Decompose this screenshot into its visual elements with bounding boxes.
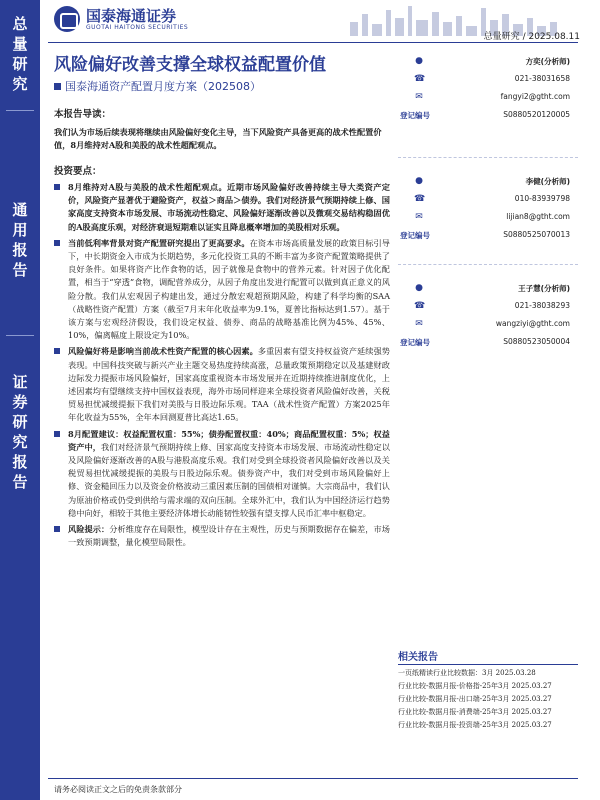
analyst-name: 方奕(分析师) bbox=[525, 57, 570, 66]
sidebar-label-total: 总 量 研 究 bbox=[12, 15, 28, 93]
key-point: 8月配置建议：权益配置权重：55%；债券配置权重：40%；商品配置权重：5%；权益资产中，我们对经济景气预期持续上修、国家高度支持资本市场发展、市场流动性稳定以及风险偏好逐渐改善的A股与港股高度乐观。我们对受到全球投资者风险偏好改善以及关税贸易担忧减缓提振的美股与日股边际乐观。债券资产中，我们对受到市场风险偏好上修、资金糙回压力以及资金价格波动三重因素压制的国债相对谨慎。大宗商品中，我们认为原油价格或仍受到供给与需求端的双向压制。全球外汇中，我们认为中国经济运行趋势稳中向好，相较于其他主要经济体增长动能韧性较强有望支撑人民币汇率中枢稳定。 bbox=[54, 428, 390, 520]
related-report-link[interactable]: 行业比较-数据月报-消费端-25年3月 2025.03.27 bbox=[398, 708, 552, 716]
key-point: 8月维持对A股与美股的战术性超配观点。近期市场风险偏好改善持续主导大类资产定价，风险资产显著优于避险资产，权益＞商品＞债券。我们对经济景气预期持续上修、国家高度支持资本市场发展、市场流动性稳定、风险偏好逐渐改善以及微观交易结构稳固优的A股高度乐观，对经济衰退短期难以证实且降息概率增加的美股相对乐观。 bbox=[54, 181, 390, 234]
cert-label: 登记编号 bbox=[400, 231, 430, 240]
sidebar-divider bbox=[6, 335, 34, 336]
related-reports-heading: 相关报告 bbox=[398, 652, 438, 663]
person-icon: ● bbox=[415, 176, 423, 186]
key-point: 当前低利率背景对资产配置研究提出了更高要求。在资本市场高质量发展的政策目标引导下，中长期资金入市成为长期趋势，多元化投资工具的不断丰富为多资产配置策略提供了良好条件。如果将资产比作食物的话，因子就像是食物中的营养元素。针对因子优化配置，相当于“穿透”食物，调配营养成分，从因子角度出发进行配置可以做到真正意义的风险分散。我们从宏观因子构建出发，通过分散宏观超预期风险，构建了科学均衡的SAA（战略性资产配置）方案（截至7月末年化收益率为9.1%，夏普比指标达到1.57）。基于该方案与宏观经济假设，我们设定权益、债券、商品的战略基准比例为45%、45%、10%，偏离幅度上限设定为10%。 bbox=[54, 237, 390, 343]
points-heading: 投资要点： bbox=[54, 166, 102, 177]
left-sidebar bbox=[0, 0, 40, 800]
square-bullet-icon bbox=[54, 431, 60, 437]
header-divider bbox=[48, 42, 578, 43]
header-meta: 总量研究 / 2025.08.11 bbox=[483, 32, 580, 42]
square-bullet-icon bbox=[54, 526, 60, 532]
analyst-phone: 021-38038293 bbox=[514, 301, 570, 310]
phone-icon: ☎ bbox=[414, 301, 426, 311]
analyst-email[interactable]: wangziyi@gtht.com bbox=[495, 319, 570, 328]
footer-disclaimer: 请务必阅读正文之后的免责条款部分 bbox=[54, 785, 182, 794]
page-header bbox=[40, 0, 600, 42]
report-date: 2025.08.11 bbox=[528, 32, 580, 42]
square-bullet-icon bbox=[54, 184, 60, 190]
related-report-link[interactable]: 行业比较-数据月报-出口端-25年3月 2025.03.27 bbox=[398, 695, 552, 703]
sidebar-divider bbox=[6, 110, 34, 111]
related-report-link[interactable]: 一页纸精读行业比较数据：3月 2025.03.28 bbox=[398, 669, 536, 677]
brand-name: 国泰海通证券 bbox=[86, 7, 177, 25]
page-title: 风险偏好改善支撑全球权益配置价值 bbox=[54, 55, 326, 75]
analyst-email[interactable]: lijian8@gtht.com bbox=[506, 212, 570, 221]
report-category: 总量研究 bbox=[483, 32, 520, 42]
related-reports-list bbox=[398, 668, 578, 733]
footer-divider bbox=[48, 778, 578, 779]
square-bullet-icon bbox=[54, 240, 60, 246]
related-report-link[interactable]: 行业比较-数据月报-投资端-25年3月 2025.03.27 bbox=[398, 721, 552, 729]
square-bullet-icon bbox=[54, 348, 60, 354]
sidebar-label-research: 证 券 研 究 报 告 bbox=[12, 373, 28, 491]
lead-text: 我们认为市场后续表现将继续由风险偏好变化主导，当下风险资产具备更高的战术性配置价值，8月维持对A股和美股的战术性超配观点。 bbox=[54, 127, 382, 150]
analyst-cert: S0880525070013 bbox=[503, 230, 570, 239]
analyst-email[interactable]: fangyi2@gtht.com bbox=[500, 92, 570, 101]
analyst-phone: 021-38031658 bbox=[514, 74, 570, 83]
email-icon: ✉ bbox=[415, 319, 423, 329]
sidebar-label-general: 通 用 报 告 bbox=[12, 201, 28, 279]
main-content bbox=[54, 98, 390, 552]
person-icon: ● bbox=[415, 283, 423, 293]
analyst-name: 王子慧(分析师) bbox=[518, 284, 570, 293]
analyst-name: 李健(分析师) bbox=[525, 177, 570, 186]
brand-name-en: GUOTAI HAITONG SECURITIES bbox=[86, 24, 189, 31]
key-point: 风险提示：分析维度存在局限性，模型设计存在主观性，历史与预期数据存在偏差，市场一致预期调整，量化模型局限性。 bbox=[54, 523, 390, 549]
cert-label: 登记编号 bbox=[400, 111, 430, 120]
lead-heading: 本报告导读： bbox=[54, 109, 112, 120]
email-icon: ✉ bbox=[415, 92, 423, 102]
analyst-phone: 010-83939798 bbox=[514, 194, 570, 203]
analyst-card bbox=[398, 50, 578, 157]
cert-label: 登记编号 bbox=[400, 338, 430, 347]
related-divider bbox=[398, 664, 578, 665]
phone-icon: ☎ bbox=[414, 74, 426, 84]
phone-icon: ☎ bbox=[414, 194, 426, 204]
analyst-panel bbox=[398, 50, 578, 371]
square-bullet-icon bbox=[54, 83, 61, 90]
person-icon: ● bbox=[415, 56, 423, 66]
analyst-cert: S0880523050004 bbox=[503, 337, 570, 346]
email-icon: ✉ bbox=[415, 212, 423, 222]
company-logo-icon bbox=[54, 6, 80, 32]
key-point: 风险偏好将是影响当前战术性资产配置的核心因素。多重因素有望支持权益资产延续强势表现。中国科技突破与新兴产业主题交易热度持续高涨，总量政策预期稳定以及基建财政边际发力提振市场风险偏好，国家高度重视资本市场发展并在近期持续推进制度优化，上述因素均有望继续支持中国权益表现，海外市场同样迎来全球投资者风险偏好改善，关税贸易担忧减缓提振下我们对美股与日股边际乐观。TAA（战术性资产配置）方案2025年年化收益为55%，全年本回测夏普比高达1.65。 bbox=[54, 345, 390, 424]
analyst-cert: S0880520120005 bbox=[503, 110, 570, 119]
analyst-card bbox=[398, 264, 578, 371]
related-report-link[interactable]: 行业比较-数据月报-价格指-25年3月 2025.03.27 bbox=[398, 682, 552, 690]
analyst-card bbox=[398, 157, 578, 264]
page-subtitle: 国泰海通资产配置月度方案（202508） bbox=[54, 78, 261, 94]
